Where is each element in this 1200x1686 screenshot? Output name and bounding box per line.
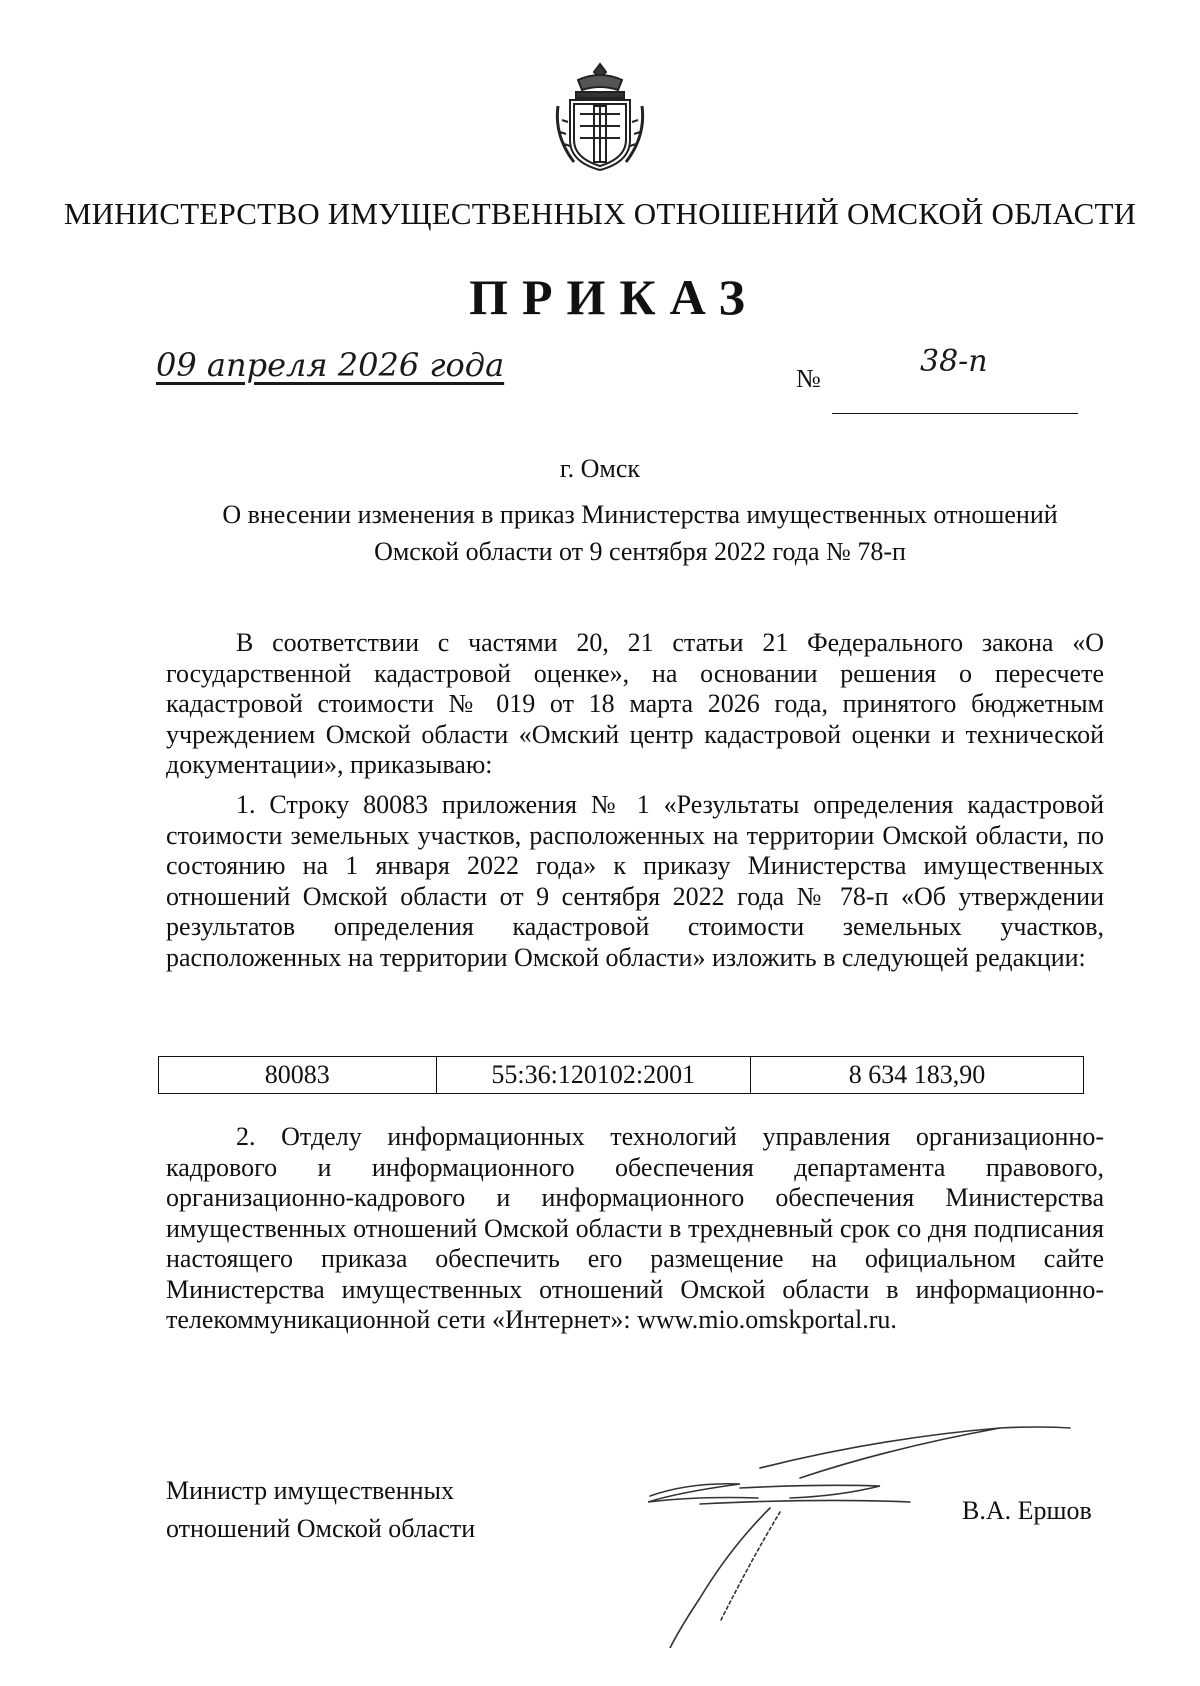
number-underline bbox=[832, 413, 1078, 414]
subject-line-1: О внесении изменения в приказ Министерства имущественных отношений bbox=[222, 500, 1058, 529]
organization-name: МИНИСТЕРСТВО ИМУЩЕСТВЕННЫХ ОТНОШЕНИЙ ОМСКОЙ ОБЛАСТИ bbox=[63, 196, 1137, 231]
table-cell-cadastral-value: 8 634 183,90 bbox=[751, 1057, 1084, 1094]
handwritten-date: 09 апреля 2026 года bbox=[156, 346, 505, 384]
coat-of-arms-icon bbox=[550, 60, 650, 174]
table-cell-cadastral-number: 55:36:120102:2001 bbox=[436, 1057, 751, 1094]
city-name: г. Омск bbox=[559, 454, 641, 483]
signer-position-line-2: отношений Омской области bbox=[166, 1514, 476, 1543]
signer-position-line-1: Министр имущественных bbox=[166, 1476, 455, 1505]
table-row bbox=[159, 1057, 1084, 1094]
handwritten-signature-icon bbox=[640, 1408, 1080, 1648]
cadastral-value-table bbox=[158, 1056, 1084, 1094]
document-type-title: ПРИКАЗ bbox=[469, 269, 759, 325]
preamble-paragraph: В соответствии с частями 20, 21 статьи 21 Федерального закона «О государственной кадастровой оценке», на основании решения о пересчете кадастровой стоимости № 019 от 18 марта 2026 года, принятого бюджетным учреждением Омской области «Омский центр кадастровой оценки и технической документации», приказываю: bbox=[166, 628, 1104, 779]
order-subject bbox=[170, 496, 1110, 570]
subject-line-2: Омской области от 9 сентября 2022 года № 78-п bbox=[374, 537, 906, 566]
handwritten-number: 38-п bbox=[920, 344, 988, 379]
number-label: № bbox=[796, 364, 821, 393]
signer-name: В.А. Ершов bbox=[962, 1496, 1092, 1525]
item-1-paragraph: 1. Строку 80083 приложения № 1 «Результаты определения кадастровой стоимости земельных участков, расположенных на территории Омской области, по состоянию на 1 января 2022 года» к приказу Министерства имущественных отношений Омской области от 9 сентября 2022 года № 78-п «Об утверждении результатов определения кадастровой стоимости земельных участков, расположенных на территории Омской области» изложить в следующей редакции: bbox=[166, 790, 1104, 972]
signer-position bbox=[166, 1472, 475, 1548]
table-cell-row-number: 80083 bbox=[159, 1057, 437, 1094]
item-2-paragraph: 2. Отделу информационных технологий управления организационно-кадрового и информационного обеспечения департамента правового, организационно-кадрового и информационного обеспечения Министерства имущественных отношений Омской области в трехдневный срок со дня подписания настоящего приказа обеспечить его размещение на официальном сайте Министерства имущественных отношений Омской области в информационно-телекоммуникационной сети «Интернет»: www.mio.omskportal.ru. bbox=[166, 1122, 1104, 1334]
